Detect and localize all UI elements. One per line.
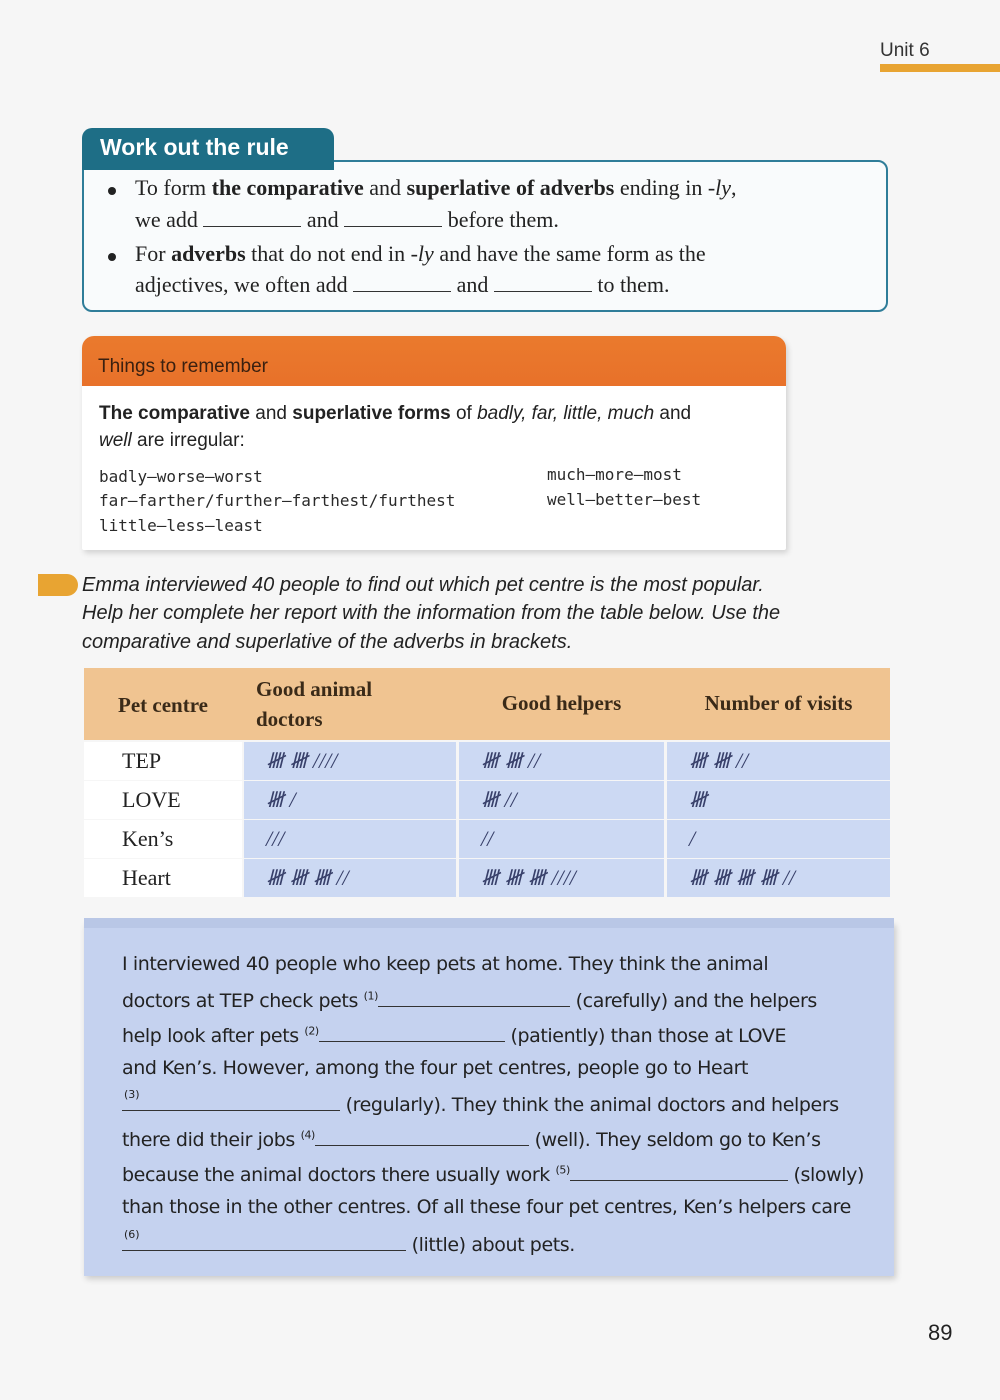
report-line: (regularly). They think the animal doctors and helpers [122, 1091, 839, 1116]
page-number: 89 [928, 1320, 953, 1345]
bullet-icon [108, 253, 116, 261]
table-cell-centre: LOVE [84, 781, 242, 819]
answer-blank[interactable] [203, 209, 301, 227]
instruction-line: Emma interviewed 40 people to find out which pet centre is the most popular. [82, 574, 764, 596]
bullet-icon [108, 187, 116, 195]
tally-cell: 𝍸 // [459, 781, 664, 819]
report-torn-edge [84, 918, 894, 928]
rule-tab [82, 128, 334, 170]
rule-line-1: To form the comparative and superlative of adverbs ending in -ly, [135, 175, 737, 200]
answer-blank[interactable] [353, 274, 451, 292]
irregular-form: much—more—most [547, 465, 682, 484]
report-line: help look after pets $^{(2)}$ (patiently) than those at LOVE [122, 1022, 786, 1047]
answer-blank[interactable] [344, 209, 442, 227]
report-line: there did their jobs $^{(4)}$ (well). They seldom go to Ken’s [122, 1126, 821, 1151]
tally-cell: 𝍸 𝍸 𝍸 𝍸 // [667, 859, 890, 897]
answer-blank[interactable] [122, 1091, 340, 1111]
rule-line-3: For adverbs that do not end in -ly and have the same form as the [135, 241, 706, 266]
tally-cell: 𝍸 / [244, 781, 456, 819]
report-line: because the animal doctors there usually work $^{(5)}$ (slowly) [122, 1161, 864, 1186]
tally-cell: 𝍸 [667, 781, 890, 819]
remember-header [82, 336, 786, 386]
answer-blank[interactable] [315, 1126, 529, 1146]
task-marker-icon [38, 574, 78, 596]
report-line: and Ken’s. However, among the four pet centres, people go to Heart [122, 1057, 749, 1079]
answer-blank[interactable] [319, 1022, 505, 1042]
tally-cell: // [459, 820, 664, 858]
unit-bar [880, 64, 1000, 72]
answer-blank[interactable] [122, 1231, 406, 1251]
tally-cell: 𝍸 𝍸 // [459, 742, 664, 780]
irregular-form: badly—worse—worst [99, 467, 263, 486]
irregular-form: little—less—least [99, 516, 263, 535]
tally-cell: / [667, 820, 890, 858]
answer-blank[interactable] [378, 987, 570, 1007]
report-line: I interviewed 40 people who keep pets at home. They think the animal [122, 953, 769, 975]
report-line: doctors at TEP check pets $^{(1)}$ (carefully) and the helpers [122, 987, 817, 1012]
tally-cell: 𝍸 𝍸 𝍸 // [244, 859, 456, 897]
tally-cell: 𝍸 𝍸 𝍸 //// [459, 859, 664, 897]
report-line: (little) about pets. [122, 1231, 575, 1256]
tally-cell: 𝍸 𝍸 //// [244, 742, 456, 780]
tally-cell: /// [244, 820, 456, 858]
blank-number: (3) [124, 1088, 140, 1101]
remember-intro-2: well are irregular: [99, 430, 245, 451]
pet-centre-table [84, 668, 890, 896]
answer-blank[interactable] [494, 274, 592, 292]
remember-intro-1: The comparative and superlative forms of badly, far, little, much and [99, 403, 692, 424]
table-header: Number of visits [704, 691, 853, 715]
rule-title: Work out the rule [100, 134, 289, 160]
instruction-line: Help her complete her report with the information from the table below. Use the [82, 602, 781, 624]
table-cell-centre: TEP [84, 742, 242, 780]
instruction-line: comparative and superlative of the adverbs in brackets. [82, 631, 573, 653]
table-header: Good helpers [501, 691, 622, 715]
remember-title: Things to remember [98, 356, 269, 377]
table-cell-centre: Heart [84, 859, 242, 897]
report-line: than those in the other centres. Of all these four pet centres, Ken’s helpers care [122, 1196, 851, 1218]
blank-number: (6) [124, 1228, 140, 1241]
rule-line-2: we add and before them. [135, 207, 559, 232]
table-cell-centre: Ken’s [84, 820, 242, 858]
tally-cell: 𝍸 𝍸 // [667, 742, 890, 780]
answer-blank[interactable] [570, 1161, 788, 1181]
rule-line-4: adjectives, we often add and to them. [135, 272, 670, 297]
irregular-form: well—better—best [547, 490, 702, 509]
unit-label: Unit 6 [880, 40, 930, 61]
table-header: Pet centre [118, 693, 208, 717]
table-header: Good animal doctors [256, 677, 373, 731]
irregular-form: far—farther/further—farthest/furthest [99, 491, 456, 510]
